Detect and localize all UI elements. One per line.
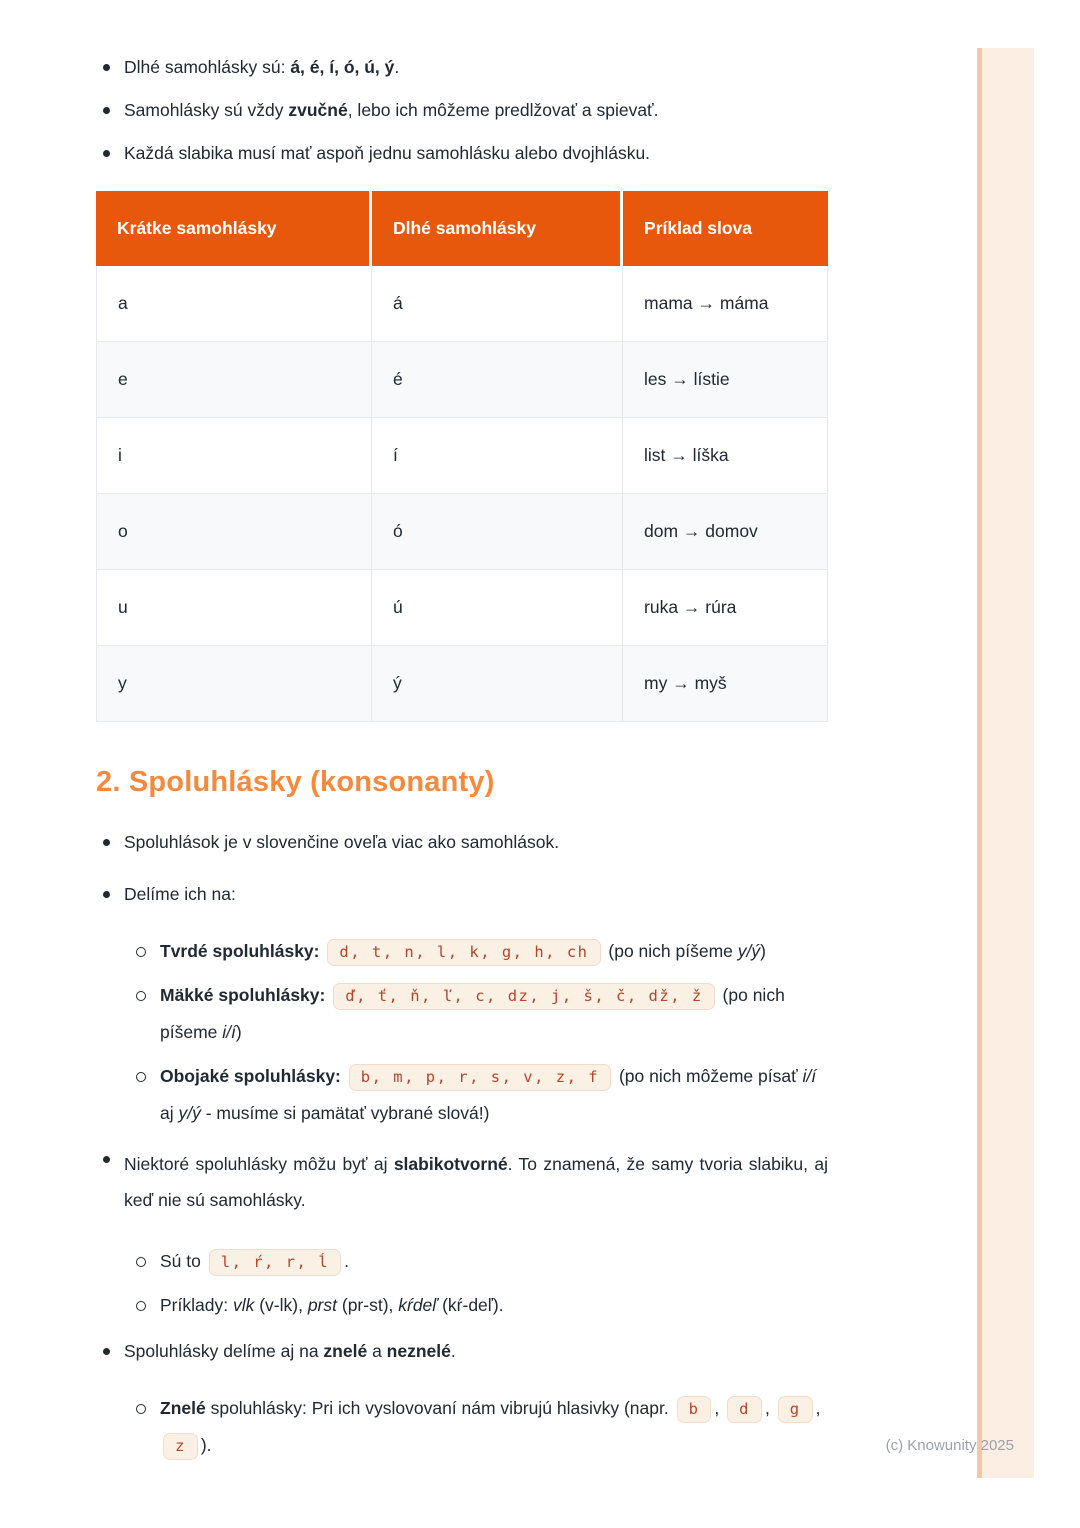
syllabic-bullet-list [96, 1146, 828, 1218]
text-segment: (kŕ-deľ). [437, 1295, 504, 1315]
text-segment-bold: slabikotvorné [393, 1154, 508, 1174]
table-row [96, 266, 828, 342]
code-chip-hard: d, t, n, l, k, g, h, ch [327, 939, 600, 966]
code-chip-g: g [778, 1396, 813, 1423]
text-segment-bold: znelé [323, 1341, 368, 1361]
text-segment: Spoluhlások je v slovenčine oveľa viac ako samohlások. [124, 832, 560, 852]
table-cell: é [372, 342, 623, 418]
text-segment-italic: kŕdeľ [398, 1295, 438, 1315]
code-chip-d: d [727, 1396, 762, 1423]
table-row [96, 646, 828, 722]
text-segment: . [344, 1251, 349, 1271]
text-segment: spoluhlásky: Pri ich vyslovovaní nám vibrujú hlasivky (napr. [205, 1398, 674, 1418]
document-content [96, 48, 828, 1478]
table-cell: o [96, 494, 372, 570]
text-segment: Samohlásky sú vždy [124, 100, 289, 120]
text-segment: Spoluhlásky delíme aj na [124, 1341, 324, 1361]
column-header-short-vowels: Krátke samohlásky [96, 191, 372, 266]
table-cell: i [96, 418, 372, 494]
text-segment: , lebo ich môžeme predlžovať a spievať. [347, 100, 659, 120]
text-segment-bold: neznelé [386, 1341, 451, 1361]
table-cell: ý [372, 646, 623, 722]
intro-bullet-list [96, 48, 828, 167]
vowel-table [96, 191, 828, 722]
bullet-syllabic-letters [130, 1243, 828, 1280]
text-segment: a [367, 1341, 387, 1361]
consonant-types-list [130, 933, 828, 1132]
text-segment-italic: i/í [222, 1022, 236, 1042]
section-heading-consonants: 2. Spoluhlásky (konsonanty) [96, 766, 495, 798]
text-segment: (po nich píšeme [603, 941, 738, 961]
table-cell: a [96, 266, 372, 342]
text-segment: (v-lk), [254, 1295, 308, 1315]
table-cell: ruka → rúra [623, 570, 828, 646]
syllabic-detail-list [130, 1243, 828, 1324]
bullet-voiced-vowels [96, 97, 828, 124]
column-header-long-vowels: Dlhé samohlásky [372, 191, 623, 266]
table-header-row [96, 191, 828, 266]
vowel-table-header [96, 191, 828, 266]
text-segment-italic: vlk [232, 1295, 255, 1315]
text-segment-italic: i/í [802, 1066, 817, 1086]
text-segment: Niektoré spoluhlásky môžu byť aj [124, 1154, 394, 1174]
text-segment-italic: y/ý [737, 941, 761, 961]
table-cell: les → lístie [623, 342, 828, 418]
bullet-ambiguous-consonants [130, 1058, 828, 1132]
text-segment-bold: Mäkké spoluhlásky: [160, 985, 326, 1005]
bullet-consonant-count [96, 829, 828, 856]
table-cell: u [96, 570, 372, 646]
text-segment: , [815, 1398, 821, 1418]
text-segment: Delíme ich na: [124, 884, 236, 904]
text-segment: ) [235, 1022, 242, 1042]
table-cell: dom → domov [623, 494, 828, 570]
table-cell: my → myš [623, 646, 828, 722]
column-header-example: Príklad slova [623, 191, 828, 266]
text-segment: . [450, 1341, 456, 1361]
text-segment: - musíme si pamätať vybrané slová!) [200, 1103, 490, 1123]
text-segment: ). [200, 1435, 212, 1455]
text-segment: , [764, 1398, 775, 1418]
right-margin-stripe [977, 48, 1034, 1478]
bullet-syllabic-examples [130, 1287, 828, 1324]
table-row [96, 570, 828, 646]
code-chip-z: z [163, 1433, 198, 1460]
bullet-voiced-consonants [130, 1390, 828, 1464]
text-segment-bold: zvučné [288, 100, 348, 120]
copyright-notice: (c) Knowunity 2025 [885, 1437, 1014, 1454]
bullet-soft-consonants [130, 977, 828, 1051]
text-segment: (po nich môžeme písať [614, 1066, 803, 1086]
text-segment: Príklady: [160, 1295, 233, 1315]
code-chip-syllabic: l, ŕ, r, ĺ [209, 1249, 341, 1276]
text-segment: Každá slabika musí mať aspoň jednu samohlásku alebo dvojhlásku. [124, 143, 651, 163]
text-segment-italic: prst [307, 1295, 337, 1315]
voiced-bullet-list [96, 1338, 828, 1365]
text-segment: Dlhé samohlásky sú: [124, 57, 291, 77]
code-chip-b: b [677, 1396, 712, 1423]
table-cell: á [372, 266, 623, 342]
table-row [96, 418, 828, 494]
table-cell: mama → máma [623, 266, 828, 342]
table-row [96, 342, 828, 418]
table-cell: y [96, 646, 372, 722]
text-segment: , [714, 1398, 725, 1418]
bullet-syllabic-consonants [96, 1146, 828, 1218]
bullet-hard-consonants [130, 933, 828, 970]
text-segment-bold: Obojaké spoluhlásky: [160, 1066, 341, 1086]
bullet-syllable-rule [96, 140, 828, 167]
table-cell: e [96, 342, 372, 418]
text-segment: . [394, 57, 400, 77]
text-segment-bold: Tvrdé spoluhlásky: [160, 941, 320, 961]
bullet-delime [96, 881, 828, 908]
vowel-table-body [96, 266, 828, 722]
bullet-voiced-voiceless [96, 1338, 828, 1365]
text-segment-italic: y/ý [178, 1103, 201, 1123]
code-chip-soft: ď, ť, ň, ľ, c, dz, j, š, č, dž, ž [333, 983, 714, 1010]
text-segment-bold: Znelé [160, 1398, 206, 1418]
text-segment-bold: á, é, í, ó, ú, ý [290, 57, 395, 77]
text-segment: (pr-st), [337, 1295, 399, 1315]
table-cell: ú [372, 570, 623, 646]
table-row [96, 494, 828, 570]
consonants-bullet-list [96, 829, 828, 908]
table-cell: í [372, 418, 623, 494]
code-chip-ambiguous: b, m, p, r, s, v, z, f [349, 1064, 611, 1091]
table-cell: list → líška [623, 418, 828, 494]
table-cell: ó [372, 494, 623, 570]
bullet-long-vowels [96, 54, 828, 81]
voiced-detail-list [130, 1390, 828, 1464]
text-segment: . To znamená, že samy tvoria slabiku, aj keď nie sú samohlásky. [124, 1154, 829, 1210]
text-segment: Sú to [160, 1251, 206, 1271]
text-segment: aj [160, 1103, 179, 1123]
text-segment: (po nich píšeme [160, 985, 785, 1042]
text-segment: ) [760, 941, 766, 961]
